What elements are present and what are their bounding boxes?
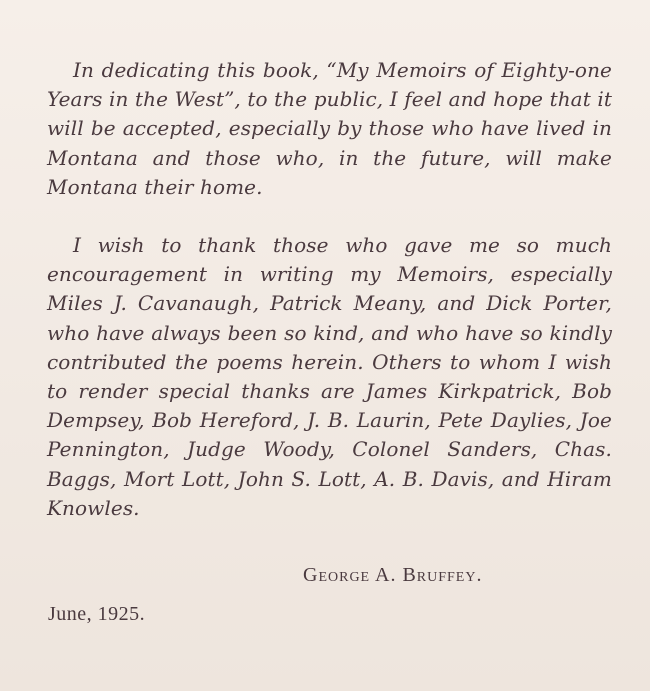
dedication-paragraph-1: In dedicating this book, “My Memoirs of Eighty-one Years in the West”, to the public, I feel and hope that it will be accepted, especially by those who have lived in Montana and those who, in the future, will make Montana their home. bbox=[47, 58, 612, 199]
author-signature: George A. Bruffey. bbox=[303, 564, 483, 586]
dedication-date: June, 1925. bbox=[48, 603, 146, 625]
dedication-paragraph-2: I wish to thank those who gave me so much encouragement in writing my Memoirs, especially Miles J. Cavanaugh, Patrick Meany, and Dick Porter, who have always been so kind, and who have so kindly contributed the poems herein. Others to whom I wish to render special thanks are James Kirkpatrick, Bob Dempsey, Bob Hereford, J. B. Laurin, Pete Daylies, Joe Pennington, Judge Woody, Colonel Sanders, Chas. Baggs, Mort Lott, John S. Lott, A. B. Davis, and Hiram Knowles. bbox=[47, 233, 612, 520]
